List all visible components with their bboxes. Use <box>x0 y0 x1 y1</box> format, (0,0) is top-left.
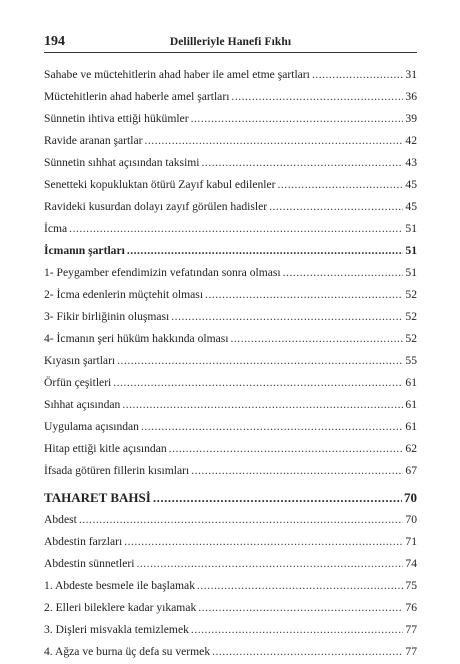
page-header <box>44 32 417 53</box>
dot-leader <box>191 460 403 482</box>
toc-entry-page: 36 <box>405 90 417 103</box>
toc-entry-title: Uygulama açısından <box>44 420 139 433</box>
toc-entry <box>44 438 417 460</box>
toc-entry <box>44 394 417 416</box>
toc-entry-title: Abdestin sünnetleri <box>44 557 135 570</box>
table-of-contents <box>44 64 417 663</box>
dot-leader <box>312 64 404 86</box>
toc-entry-page: 45 <box>405 178 417 191</box>
toc-entry <box>44 130 417 152</box>
toc-entry-title: Kıyasın şartları <box>44 354 116 367</box>
toc-entry-page: 77 <box>405 623 417 636</box>
toc-entry-title: Sahabe ve müctehitlerin ahad haber ile amel etme şartları <box>44 68 310 81</box>
toc-entry <box>44 641 417 663</box>
toc-entry-title: 2- İcma edenlerin müçtehit olması <box>44 288 204 301</box>
dot-leader <box>212 641 403 663</box>
toc-entry-title: 3- Fikir birliğinin oluşması <box>44 310 170 323</box>
toc-entry-page: 75 <box>405 579 417 592</box>
toc-entry-page: 51 <box>405 222 417 235</box>
dot-leader <box>169 438 404 460</box>
toc-entry-title: Senetteki kopukluktan ötürü Zayıf kabul edilenler <box>44 178 276 191</box>
dot-leader <box>141 416 403 438</box>
toc-entry-title: Abdest <box>44 513 77 526</box>
toc-entry <box>44 86 417 108</box>
toc-entry-page: 61 <box>405 376 417 389</box>
toc-entry-title: 4- İcmanın şeri hüküm hakkında olması <box>44 332 229 345</box>
toc-entry <box>44 460 417 482</box>
toc-entry-page: 51 <box>405 266 417 279</box>
toc-entry-title: 4. Ağza ve burna üç defa su vermek <box>44 645 211 658</box>
toc-entry-page: 77 <box>405 645 417 658</box>
toc-entry-title: Ravide aranan şartlar <box>44 134 143 147</box>
toc-entry <box>44 619 417 641</box>
toc-entry-page: 51 <box>405 244 417 257</box>
toc-entry <box>44 531 417 553</box>
toc-entry-title: 1. Abdeste besmele ile başlamak <box>44 579 195 592</box>
toc-entry-title: Sünnetin sıhhat açısından taksimi <box>44 156 200 169</box>
toc-entry <box>44 64 417 86</box>
toc-entry <box>44 284 417 306</box>
toc-entry <box>44 372 417 394</box>
toc-entry-page: 70 <box>405 513 417 526</box>
toc-entry-page: 45 <box>405 200 417 213</box>
toc-entry-page: 31 <box>405 68 417 81</box>
dot-leader <box>69 218 403 240</box>
toc-entry-title: Sıhhat açısından <box>44 398 121 411</box>
toc-entry <box>44 196 417 218</box>
dot-leader <box>145 130 404 152</box>
toc-entry-page: 62 <box>405 442 417 455</box>
dot-leader <box>124 531 403 553</box>
toc-entry <box>44 152 417 174</box>
dot-leader <box>122 394 403 416</box>
dot-leader <box>202 152 404 174</box>
toc-entry <box>44 240 417 262</box>
toc-entry <box>44 328 417 350</box>
dot-leader <box>117 350 403 372</box>
toc-entry-title: 2. Elleri bileklere kadar yıkamak <box>44 601 197 614</box>
toc-entry-title: İcmanın şartları <box>44 244 125 257</box>
dot-leader <box>269 196 403 218</box>
dot-leader <box>231 328 404 350</box>
dot-leader <box>191 108 404 130</box>
dot-leader <box>197 575 403 597</box>
toc-entry <box>44 262 417 284</box>
toc-entry-page: 55 <box>405 354 417 367</box>
toc-entry-page: 52 <box>405 310 417 323</box>
dot-leader <box>205 284 403 306</box>
toc-entry-page: 70 <box>404 490 417 505</box>
dot-leader <box>283 262 404 284</box>
toc-entry-title: TAHARET BAHSİ <box>44 490 151 505</box>
toc-entry-page: 61 <box>405 420 417 433</box>
toc-entry-title: Sünnetin ihtiva ettiği hükümler <box>44 112 189 125</box>
toc-entry-title: İcma <box>44 222 68 235</box>
page-number: 194 <box>44 34 65 49</box>
toc-entry <box>44 174 417 196</box>
toc-entry-page: 74 <box>405 557 417 570</box>
toc-entry <box>44 306 417 328</box>
dot-leader <box>191 619 404 641</box>
toc-entry-page: 67 <box>405 464 417 477</box>
toc-entry <box>44 597 417 619</box>
toc-entry <box>44 509 417 531</box>
dot-leader <box>171 306 403 328</box>
dot-leader <box>113 372 403 394</box>
toc-entry <box>44 108 417 130</box>
toc-entry-title: Ravideki kusurdan dolayı zayıf görülen hadisler <box>44 200 268 213</box>
toc-entry-title: 1- Peygamber efendimizin vefatından sonra olması <box>44 266 281 279</box>
dot-leader <box>278 174 404 196</box>
toc-entry-page: 52 <box>405 332 417 345</box>
toc-entry-title: 3. Dişleri misvakla temizlemek <box>44 623 189 636</box>
toc-entry <box>44 416 417 438</box>
dot-leader <box>153 487 402 509</box>
toc-entry <box>44 487 417 509</box>
toc-entry <box>44 218 417 240</box>
toc-entry <box>44 575 417 597</box>
toc-entry-page: 76 <box>405 601 417 614</box>
toc-entry <box>44 350 417 372</box>
toc-entry-title: İfsada götüren fillerin kısımları <box>44 464 190 477</box>
running-title: Delilleriyle Hanefi Fıkhı <box>169 36 292 48</box>
toc-entry-title: Hitap ettiği kitle açısından <box>44 442 167 455</box>
toc-entry-page: 42 <box>405 134 417 147</box>
dot-leader <box>136 553 403 575</box>
toc-entry-page: 52 <box>405 288 417 301</box>
toc-entry-page: 39 <box>405 112 417 125</box>
dot-leader <box>231 86 403 108</box>
dot-leader <box>127 240 404 262</box>
toc-entry-title: Örfün çeşitleri <box>44 376 112 389</box>
toc-entry-page: 43 <box>405 156 417 169</box>
toc-entry-title: Müctehitlerin ahad haberle amel şartları <box>44 90 230 103</box>
toc-entry <box>44 553 417 575</box>
toc-entry-page: 71 <box>405 535 417 548</box>
toc-entry-title: Abdestin farzları <box>44 535 123 548</box>
dot-leader <box>79 509 404 531</box>
dot-leader <box>198 597 403 619</box>
toc-entry-page: 61 <box>405 398 417 411</box>
